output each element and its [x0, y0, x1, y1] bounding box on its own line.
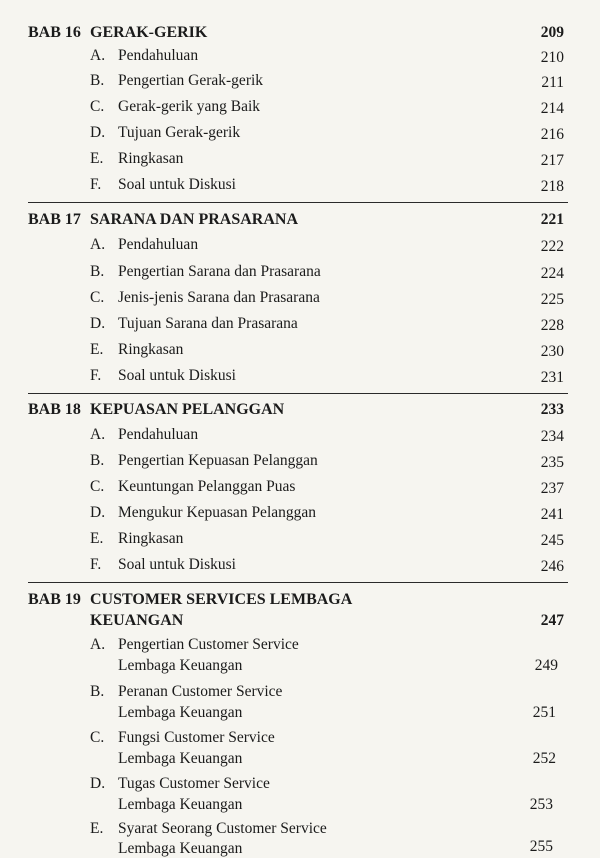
chapter-title: SARANA DAN PRASARANA: [90, 211, 299, 228]
item-letter: E.: [90, 150, 104, 167]
chapter-title: CUSTOMER SERVICES LEMBAGA: [90, 591, 353, 608]
item-title: Tugas Customer Service: [118, 775, 270, 792]
item-title-cont: Lembaga Keuangan: [118, 840, 243, 857]
item-page: 235: [540, 454, 564, 471]
item-title: Pengertian Customer Service: [118, 636, 299, 653]
item-page: 210: [540, 49, 564, 66]
item-title: Pengertian Sarana dan Prasarana: [118, 263, 321, 280]
chapter-page: 233: [540, 401, 564, 418]
item-title: Soal untuk Diskusi: [118, 556, 236, 573]
item-title: Ringkasan: [118, 341, 184, 358]
item-title-cont: Lembaga Keuangan: [118, 704, 243, 721]
item-title: Pendahuluan: [118, 236, 199, 253]
item-page: 230: [540, 343, 564, 360]
item-letter: D.: [90, 775, 106, 792]
item-page: 251: [532, 704, 556, 721]
item-letter: B.: [90, 72, 105, 89]
item-title: Pendahuluan: [118, 426, 199, 443]
item-page: 253: [529, 796, 553, 813]
item-letter: C.: [90, 478, 105, 495]
item-page: 216: [540, 126, 564, 143]
item-page: 237: [540, 480, 564, 497]
item-letter: B.: [90, 263, 105, 280]
item-letter: C.: [90, 289, 105, 306]
chapter-divider: [28, 582, 568, 583]
item-title: Pengertian Gerak-gerik: [118, 72, 264, 89]
item-title: Tujuan Sarana dan Prasarana: [118, 315, 298, 332]
item-page: 252: [532, 750, 556, 767]
item-letter: D.: [90, 315, 106, 332]
chapter-divider: [28, 202, 568, 203]
item-page: 255: [529, 838, 553, 855]
item-letter: F.: [90, 367, 102, 384]
item-title: Pengertian Kepuasan Pelanggan: [118, 452, 318, 469]
item-letter: C.: [90, 729, 105, 746]
item-page: 211: [541, 74, 564, 91]
item-page: 217: [540, 152, 564, 169]
item-title: Keuntungan Pelanggan Puas: [118, 478, 296, 495]
item-title: Tujuan Gerak-gerik: [118, 124, 241, 141]
item-page: 231: [540, 369, 564, 386]
chapter-page: 209: [540, 24, 564, 41]
item-title: Pendahuluan: [118, 47, 199, 64]
chapter-number: BAB 16: [28, 24, 81, 41]
chapter-number: BAB 19: [28, 591, 81, 608]
item-title-cont: Lembaga Keuangan: [118, 796, 243, 813]
item-page: 241: [540, 506, 564, 523]
item-title-cont: Lembaga Keuangan: [118, 657, 243, 674]
item-letter: F.: [90, 556, 102, 573]
item-page: 214: [540, 100, 564, 117]
item-page: 228: [540, 317, 564, 334]
item-letter: E.: [90, 530, 104, 547]
item-title: Peranan Customer Service: [118, 683, 283, 700]
item-title: Syarat Seorang Customer Service: [118, 820, 327, 837]
item-letter: E.: [90, 341, 104, 358]
chapter-divider: [28, 393, 568, 394]
item-letter: A.: [90, 47, 106, 64]
item-page: 234: [540, 428, 564, 445]
item-title: Jenis-jenis Sarana dan Prasarana: [118, 289, 320, 306]
item-title: Ringkasan: [118, 530, 184, 547]
item-letter: D.: [90, 504, 106, 521]
item-title: Gerak-gerik yang Baik: [118, 98, 261, 115]
chapter-title: KEPUASAN PELANGGAN: [90, 401, 285, 418]
chapter-page: 247: [540, 612, 564, 629]
item-letter: A.: [90, 236, 106, 253]
item-page: 225: [540, 291, 564, 308]
item-letter: D.: [90, 124, 106, 141]
item-letter: C.: [90, 98, 105, 115]
item-page: 224: [540, 265, 564, 282]
item-letter: B.: [90, 683, 105, 700]
item-title: Mengukur Kepuasan Pelanggan: [118, 504, 317, 521]
item-title-cont: Lembaga Keuangan: [118, 750, 243, 767]
item-page: 245: [540, 532, 564, 549]
chapter-number: BAB 17: [28, 211, 81, 228]
item-title: Fungsi Customer Service: [118, 729, 275, 746]
item-page: 222: [540, 238, 564, 255]
chapter-number: BAB 18: [28, 401, 81, 418]
item-letter: B.: [90, 452, 105, 469]
item-page: 218: [540, 178, 564, 195]
chapter-page: 221: [540, 211, 564, 228]
item-title: Ringkasan: [118, 150, 184, 167]
item-letter: A.: [90, 426, 106, 443]
item-letter: F.: [90, 176, 102, 193]
chapter-title-cont: KEUANGAN: [90, 612, 184, 629]
item-letter: A.: [90, 636, 106, 653]
item-title: Soal untuk Diskusi: [118, 367, 236, 384]
item-letter: E.: [90, 820, 104, 837]
item-page: 249: [534, 657, 558, 674]
item-title: Soal untuk Diskusi: [118, 176, 236, 193]
chapter-title: GERAK-GERIK: [90, 24, 208, 41]
item-page: 246: [540, 558, 564, 575]
